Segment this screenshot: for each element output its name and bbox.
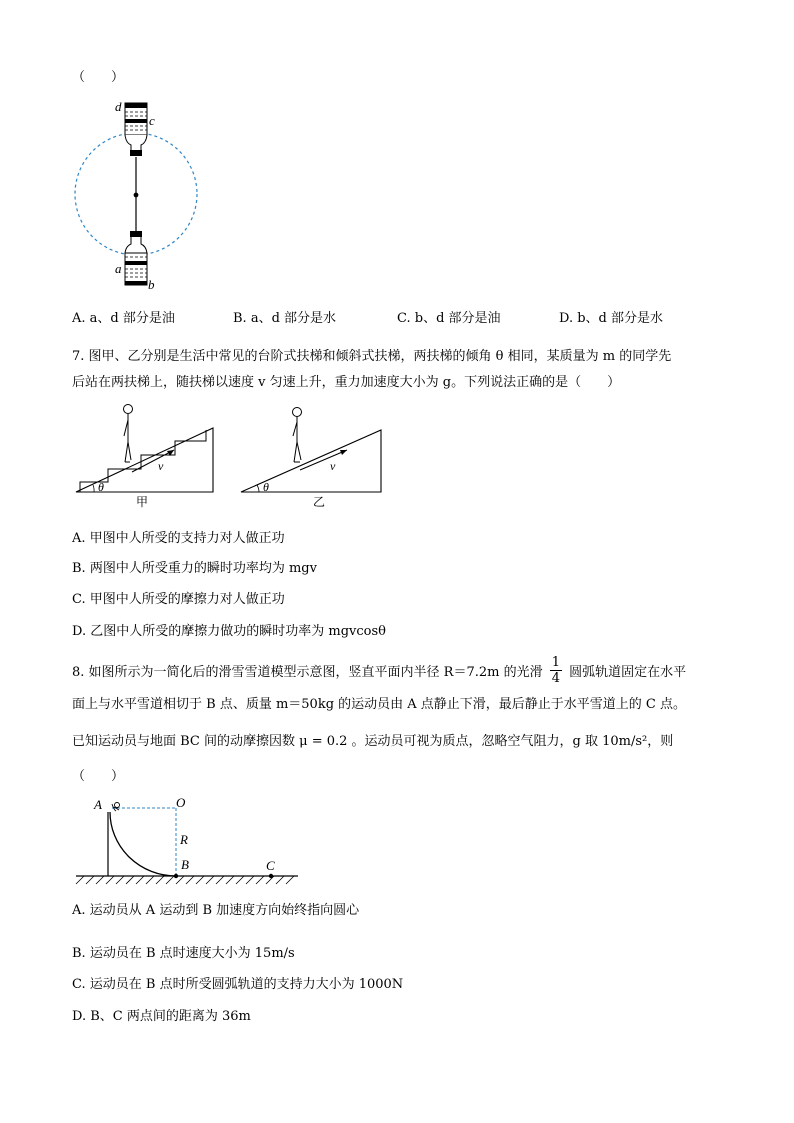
point-b: [174, 874, 178, 878]
label-B: B: [181, 857, 189, 872]
label-d: d: [115, 99, 122, 114]
figure-label-yi: 乙: [313, 495, 326, 509]
q6-option-c[interactable]: C. b、d 部分是油: [397, 311, 501, 326]
velocity-label-right: v: [330, 459, 336, 473]
q8-stem-line1: 8. 如图所示为一简化后的滑雪雪道模型示意图，竖直平面内半径 R＝7.2m 的光滑 $\frac{1}{4}$ 圆弧轨道固定在水平: [72, 655, 687, 686]
theta-label-right: θ: [263, 480, 269, 494]
q8-ski-track-figure: [72, 794, 302, 886]
top-bottle: [125, 103, 147, 156]
label-a: a: [115, 261, 122, 276]
q8-option-d[interactable]: D. B、C 两点间的距离为 36m: [72, 1009, 251, 1024]
q6-bottles-figure: [60, 95, 220, 295]
step-escalator: [76, 405, 213, 510]
fraction-one-quarter: $\frac{1}{4}$: [551, 655, 561, 686]
q6-option-a[interactable]: A. a、d 部分是油: [72, 311, 175, 326]
q8-stem-line2: 面上与水平雪道相切于 B 点、质量 m＝50kg 的运动员由 A 点静止下滑，最后静止于水平雪道上的 C 点。: [72, 697, 687, 712]
q6-option-d[interactable]: D. b、d 部分是水: [559, 311, 664, 326]
ground-hatching: [76, 876, 294, 884]
person-left: [124, 405, 133, 463]
bottom-bottle: [125, 231, 147, 285]
point-c: [269, 874, 273, 878]
q8-option-a[interactable]: A. 运动员从 A 运动到 B 加速度方向始终指向圆心: [72, 903, 360, 918]
theta-label-left: θ: [98, 480, 104, 494]
arc-track: [110, 812, 176, 876]
inclined-escalator: [241, 408, 381, 510]
q8-stem-line3: 已知运动员与地面 BC 间的动摩擦因数 μ = 0.2 。运动员可视为质点，忽略空气阻力，g 取 10m/s²，则: [72, 734, 674, 749]
figure-label-jia: 甲: [136, 495, 149, 509]
label-A: A: [94, 797, 102, 812]
q7-option-d[interactable]: D. 乙图中人所受的摩擦力做功的瞬时功率为 mgvcosθ: [72, 624, 386, 639]
q7-stem-line2: 后站在两扶梯上，随扶梯以速度 v 匀速上升，重力加速度大小为 g。下列说法正确的是（ ）: [72, 375, 621, 390]
q8-answer-bracket: （ ）: [72, 769, 125, 784]
label-b: b: [148, 277, 155, 292]
person-right: [293, 408, 302, 463]
label-c: c: [149, 113, 155, 128]
pivot-dot: [134, 193, 139, 198]
q7-stem-line1: 7. 图甲、乙分别是生活中常见的台阶式扶梯和倾斜式扶梯，两扶梯的倾角 θ 相同，某质量为 m 的同学先: [72, 349, 672, 364]
label-O: O: [176, 795, 186, 810]
q8-option-c[interactable]: C. 运动员在 B 点时所受圆弧轨道的支持力大小为 1000N: [72, 977, 404, 992]
q6-option-b[interactable]: B. a、d 部分是水: [233, 311, 337, 326]
q8-option-b[interactable]: B. 运动员在 B 点时速度大小为 15m/s: [72, 946, 295, 961]
label-R: R: [180, 832, 188, 847]
q7-option-c[interactable]: C. 甲图中人所受的摩擦力对人做正功: [72, 592, 285, 607]
q6-answer-bracket: （ ）: [72, 70, 125, 85]
q7-option-a[interactable]: A. 甲图中人所受的支持力对人做正功: [72, 531, 285, 546]
q7-escalator-figure: [72, 398, 392, 513]
velocity-label-left: v: [158, 459, 164, 473]
q7-option-b[interactable]: B. 两图中人所受重力的瞬时功率均为 mgv: [72, 561, 317, 576]
label-C: C: [266, 858, 275, 873]
skier-icon: [112, 803, 120, 812]
